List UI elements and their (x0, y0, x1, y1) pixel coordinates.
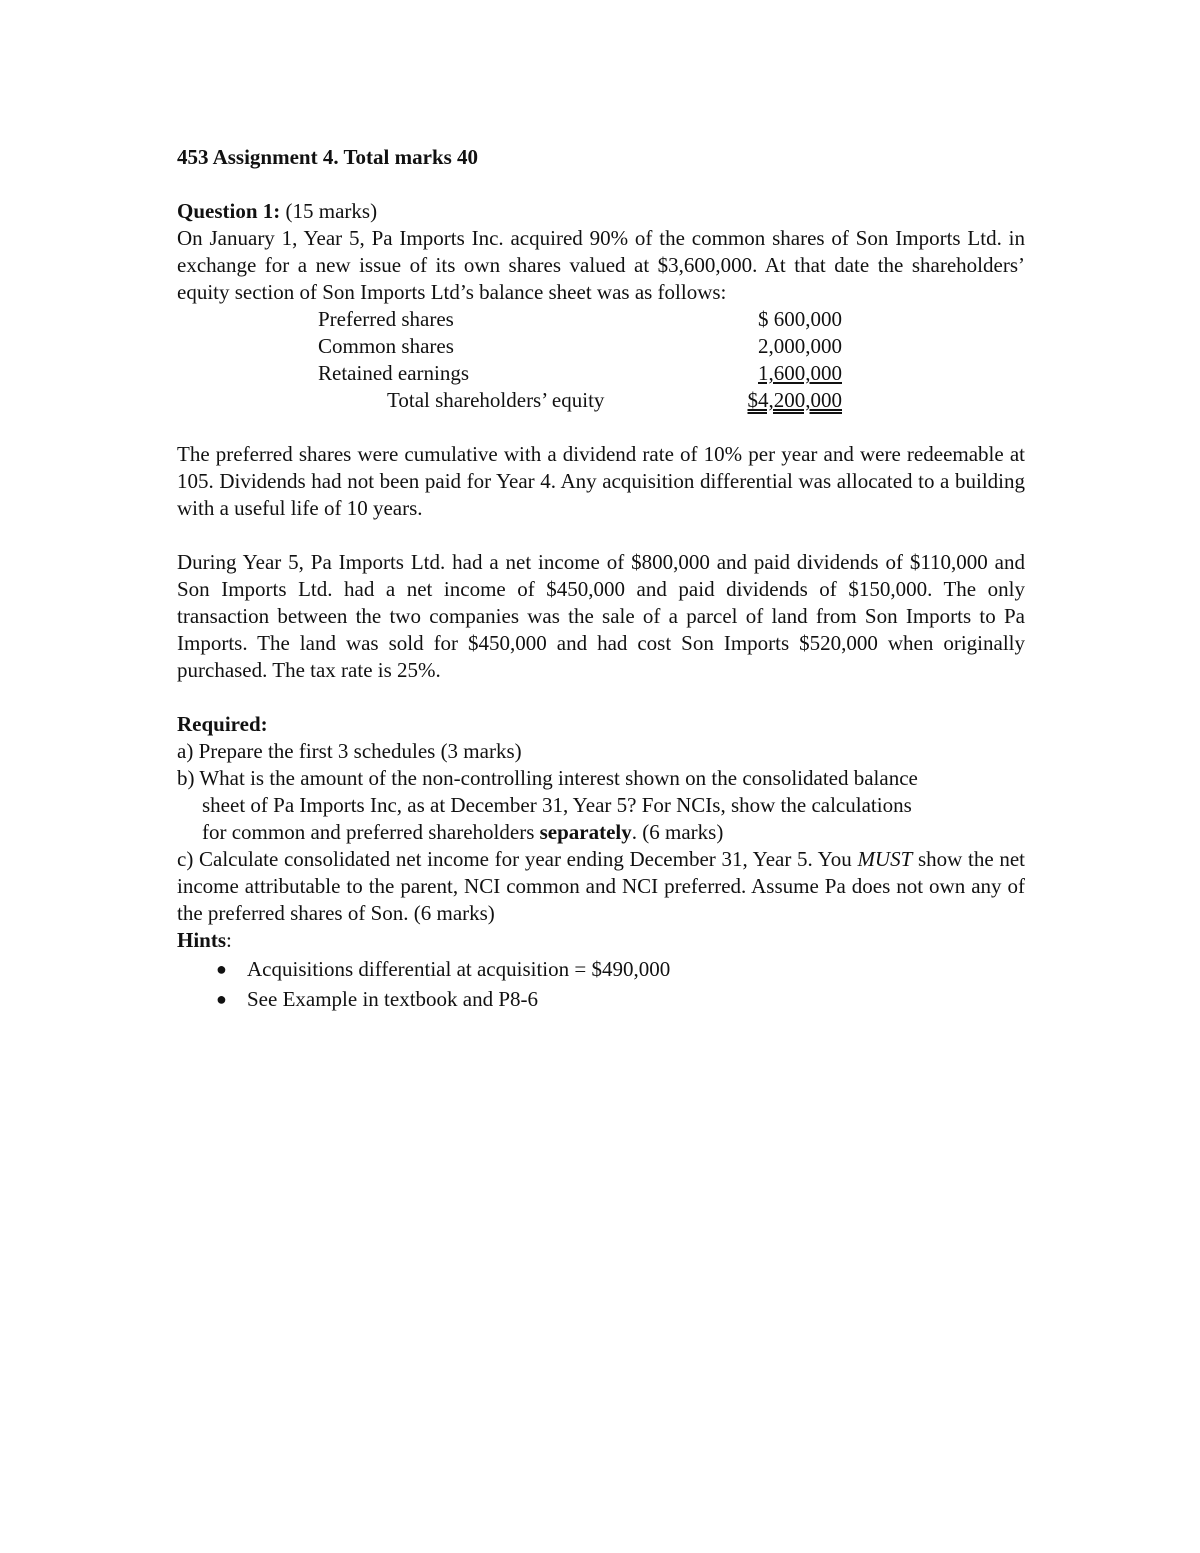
hints-heading (177, 927, 1025, 954)
required-b-marks: . (6 marks) (631, 820, 724, 844)
required-c-rest: show the net income attributable to the parent, NCI common and NCI preferred. Assume Pa does not own any of the preferred shares of Son. (6 marks) (177, 847, 1025, 925)
required-c-emphasis: MUST (857, 847, 913, 871)
equity-total-label: Total shareholders’ equity (387, 388, 605, 412)
spacer (177, 684, 1025, 711)
equity-row-common (177, 333, 1025, 360)
required-a: a) Prepare the first 3 schedules (3 marks) (177, 739, 522, 763)
required-b-line-2: sheet of Pa Imports Inc, as at December 31, Year 5? For NCIs, show the calculations (202, 793, 912, 817)
spacer (177, 414, 1025, 441)
paragraph-year-5: During Year 5, Pa Imports Ltd. had a net income of $800,000 and paid dividends of $110,000 and Son Imports Ltd. had a net income of $450,000 and paid dividends of $150,000. The only transaction between the two companies was the sale of a parcel of land from Son Imports to Pa Imports. The land was sold for $450,000 and had cost Son Imports $520,000 when originally purchased. The tax rate is 25%. (177, 550, 1025, 682)
required-b-line-3 (177, 819, 1025, 846)
equity-row-preferred (177, 306, 1025, 333)
question-1-label: Question 1: (177, 199, 281, 223)
paragraph-preferred-shares: The preferred shares were cumulative with a dividend rate of 10% per year and were redeemable at 105. Dividends had not been paid for Year 4. Any acquisition differential was allocated to a building with a useful life of 10 years. (177, 442, 1025, 520)
required-c (177, 846, 1025, 927)
equity-amount: 2,000,000 (758, 334, 842, 358)
equity-label: Retained earnings (318, 361, 470, 385)
required-b-line-1: b) What is the amount of the non-controlling interest shown on the consolidated balance (177, 766, 918, 790)
equity-amount: $ 600,000 (758, 307, 842, 331)
equity-row-total (177, 387, 1025, 414)
hints-title: Hints (177, 928, 227, 952)
hints-list (177, 954, 1025, 1014)
question-1-marks: (15 marks) (285, 199, 378, 223)
equity-total-amount: $4,200,000 (747, 388, 842, 412)
question-1-intro: On January 1, Year 5, Pa Imports Inc. acquired 90% of the common shares of Son Imports Ltd. in exchange for a new issue of its own shares valued at $3,600,000. At that date the shareholders’ equity section of Son Imports Ltd’s balance sheet was as follows: (177, 226, 1025, 304)
equity-label: Preferred shares (318, 307, 454, 331)
spacer (177, 522, 1025, 549)
hint-item (177, 954, 1025, 984)
assignment-page (177, 144, 1025, 1014)
shareholders-equity-table (177, 306, 1025, 414)
equity-row-retained (177, 360, 1025, 387)
required-c-text: c) Calculate consolidated net income for year ending December 31, Year 5. You (177, 847, 858, 871)
hint-text: See Example in textbook and P8-6 (247, 987, 539, 1011)
equity-amount: 1,600,000 (758, 361, 842, 385)
required-heading: Required: (177, 712, 268, 736)
bullet-icon: ● (216, 959, 227, 979)
spacer (177, 171, 1025, 198)
equity-label: Common shares (318, 334, 454, 358)
hint-text: Acquisitions differential at acquisition = $490,000 (247, 957, 671, 981)
hint-item (177, 984, 1025, 1014)
bullet-icon: ● (216, 989, 227, 1009)
page-title: 453 Assignment 4. Total marks 40 (177, 145, 479, 169)
hints-colon: : (226, 928, 232, 952)
question-1-heading (177, 198, 1025, 225)
required-b-emphasis: separately (539, 820, 632, 844)
required-b-text: for common and preferred shareholders (202, 820, 540, 844)
